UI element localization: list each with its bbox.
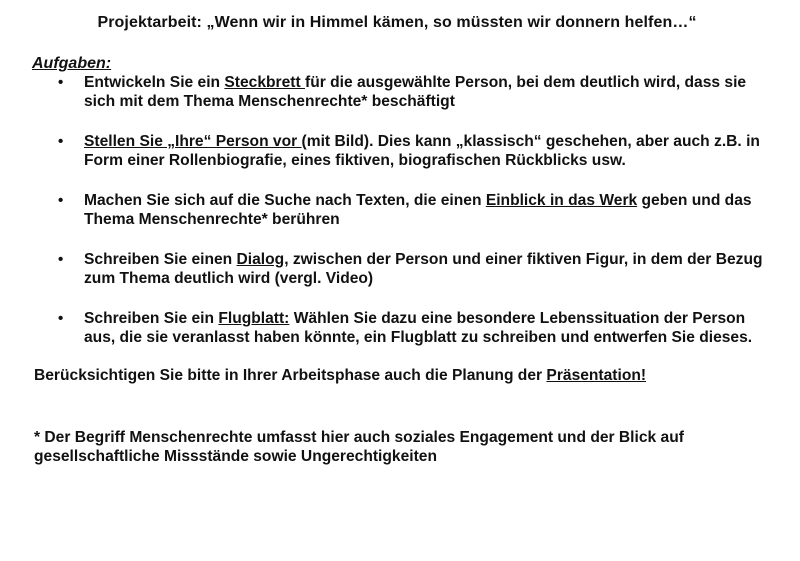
task-keyword-einblick: Einblick in das Werk (485, 192, 638, 209)
bullet-icon: • (58, 310, 64, 327)
task-item-dialog (24, 250, 780, 288)
task-text: geben und das Thema Menschenrechte* berühren (84, 192, 752, 228)
task-text: Entwickeln Sie ein (84, 74, 225, 91)
task-keyword-dialog: Dialog (236, 251, 285, 268)
task-text: Schreiben Sie einen (84, 251, 237, 268)
section-heading-aufgaben: Aufgaben: (32, 55, 112, 72)
task-item-einblick (24, 191, 780, 229)
bullet-icon: • (58, 133, 64, 150)
presentation-keyword: Präsentation! (546, 367, 647, 384)
task-text: , zwischen der Person und einer fiktiven Figur, in dem der Bezug zum Thema deutlich wird (vergl. Video) (84, 251, 763, 287)
task-keyword-flugblatt: Flugblatt: (218, 310, 290, 327)
task-item-steckbrett (24, 73, 780, 111)
task-text: für die ausgewählte Person, bei dem deutlich wird, dass sie sich mit dem Thema Menschenrechte* beschäftigt (84, 74, 747, 110)
task-keyword-person-vorstellen: Stellen Sie „Ihre“ Person vor (84, 133, 302, 150)
task-item-person-vorstellen (24, 132, 780, 170)
footnote: * Der Begriff Menschenrechte umfasst hier auch soziales Engagement und der Blick auf gesellschaftliche Missstände sowie Ungerechtigkeiten (34, 429, 684, 465)
presentation-note (34, 366, 780, 385)
task-item-flugblatt (24, 309, 780, 347)
bullet-icon: • (58, 192, 64, 209)
document-title: Projektarbeit: „Wenn wir in Himmel kämen, so müssten wir donnern helfen…“ (97, 14, 697, 31)
bullet-icon: • (58, 74, 64, 91)
task-list (24, 73, 780, 347)
task-text: Wählen Sie dazu eine besondere Lebenssituation der Person aus, die sie veranlasst haben könnte, ein Flugblatt zu schreiben und entwerfen Sie dieses. (84, 310, 753, 346)
task-text: (mit Bild). Dies kann „klassisch“ geschehen, aber auch z.B. in Form einer Rollenbiografie, eines fiktiven, biografischen Rückblicks usw. (84, 133, 760, 169)
task-text: Schreiben Sie ein (84, 310, 219, 327)
task-text: Machen Sie sich auf die Suche nach Texten, die einen (84, 192, 486, 209)
task-keyword-steckbrett: Steckbrett (224, 74, 305, 91)
presentation-note-text: Berücksichtigen Sie bitte in Ihrer Arbeitsphase auch die Planung der (34, 367, 547, 384)
bullet-icon: • (58, 251, 64, 268)
